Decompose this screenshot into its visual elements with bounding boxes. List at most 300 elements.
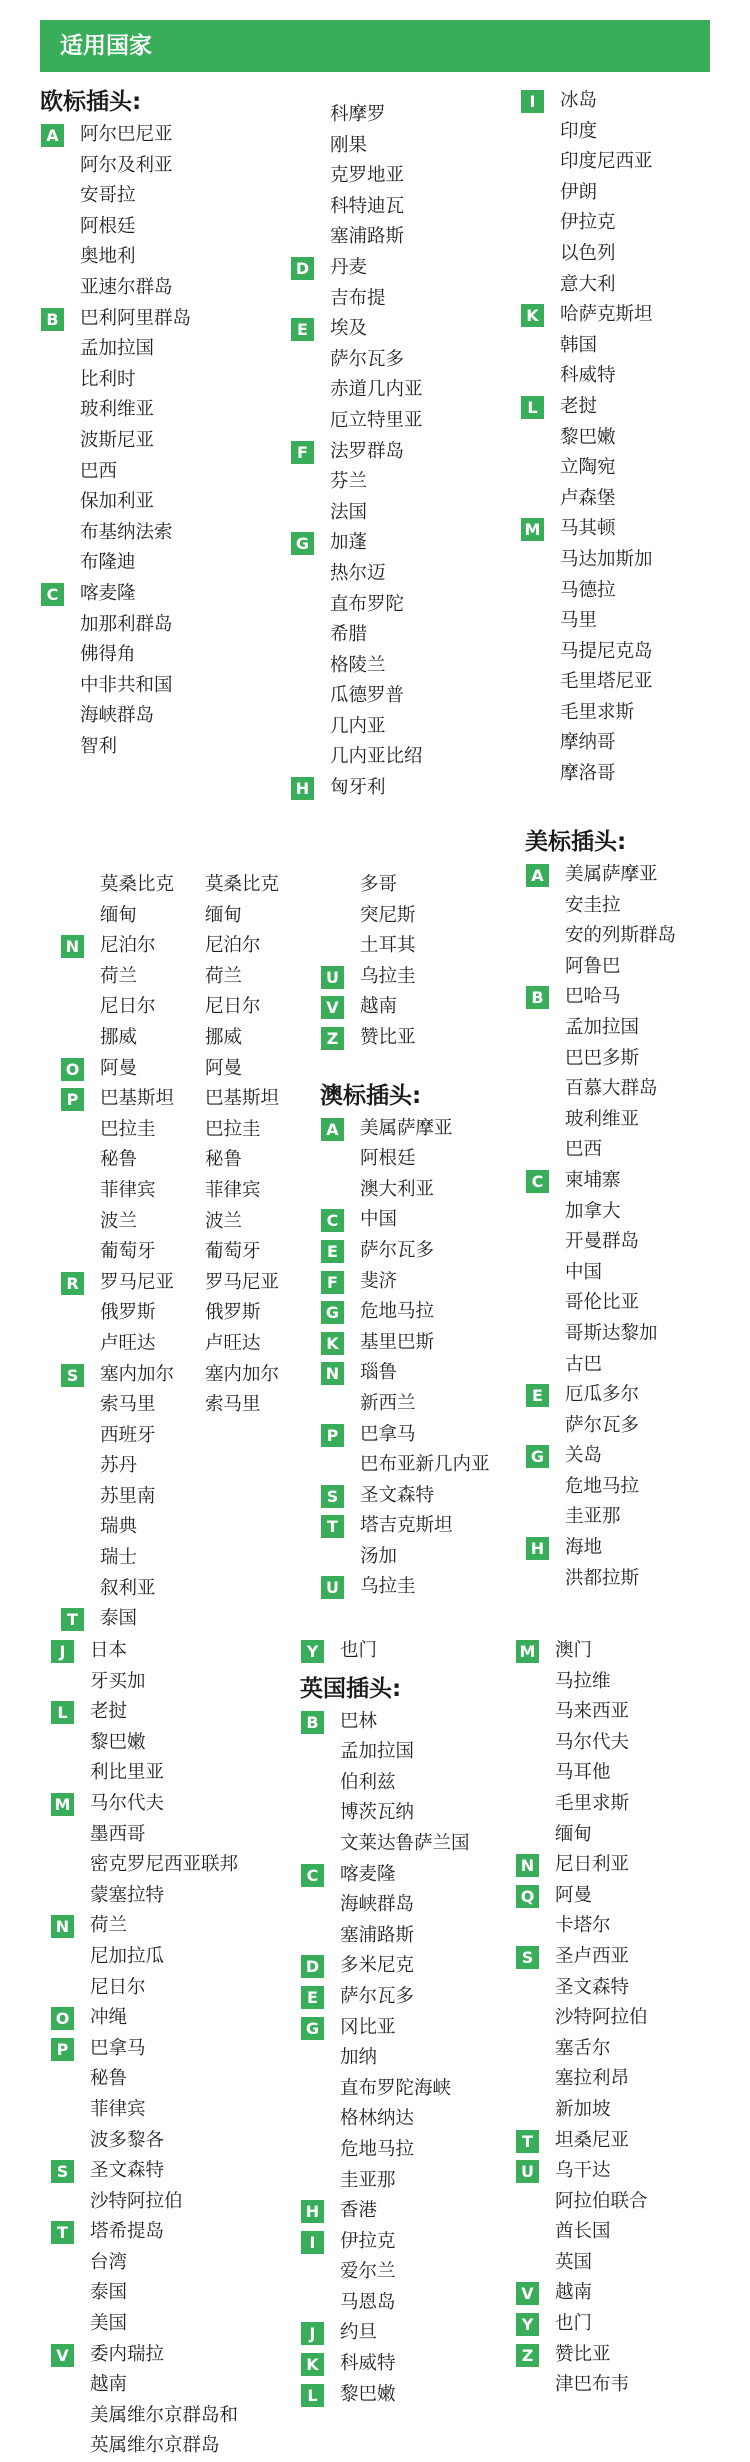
country-name: 安哥拉 [80, 185, 136, 207]
country-name: 新西兰 [360, 1392, 416, 1414]
letter-badge: N [516, 1854, 539, 1877]
country-name: 黎巴嫩 [90, 1731, 146, 1753]
country-item [50, 1881, 290, 1912]
country-item [50, 2187, 290, 2218]
country-name: 马拉维 [555, 1670, 611, 1692]
country-item [520, 576, 750, 607]
country-name: 摩洛哥 [560, 763, 616, 785]
country-name: 冰岛 [560, 90, 598, 111]
letter-badge: A [321, 1118, 344, 1141]
country-item [40, 334, 280, 365]
letter-badge: O [61, 1058, 84, 1081]
country-item [520, 300, 750, 331]
country-name: 巴基斯坦 [205, 1088, 280, 1110]
country-name: 文莱达鲁萨兰国 [340, 1832, 470, 1854]
country-item [515, 1789, 750, 1820]
country-item [40, 395, 280, 426]
country-name: 圣文森特 [360, 1484, 435, 1506]
country-item [290, 192, 530, 223]
country-name: 塔希提岛 [90, 2221, 165, 2243]
country-item [520, 759, 750, 790]
country-name: 比利时 [80, 368, 136, 390]
letter-badge: F [291, 441, 314, 464]
country-name: 危地马拉 [360, 1301, 435, 1323]
country-item [300, 2043, 540, 2074]
country-item [320, 1175, 560, 1206]
letter-badge: M [521, 518, 544, 541]
letter-badge: P [51, 2038, 74, 2061]
country-item [515, 2095, 750, 2126]
country-name: 塞浦路斯 [330, 226, 405, 248]
country-name: 巴林 [340, 1710, 378, 1732]
country-name: 伊拉克 [560, 212, 616, 234]
country-name: 瑙鲁 [360, 1362, 398, 1384]
country-name: 布基纳法索 [80, 521, 173, 543]
country-name: 美属维尔京群岛和 [90, 2404, 239, 2426]
plug-type-heading: 澳标插头: [320, 1082, 422, 1109]
country-name: 孟加拉国 [565, 1016, 640, 1038]
country-item [50, 1973, 290, 2004]
country-name: 荷兰 [205, 965, 243, 987]
country-name: 阿根廷 [80, 215, 136, 237]
letter-badge: B [301, 1711, 324, 1734]
country-item [520, 331, 750, 362]
letter-badge: S [516, 1946, 539, 1969]
country-column [50, 1636, 290, 2462]
country-item [40, 518, 280, 549]
country-name: 沙特阿拉伯 [90, 2190, 183, 2212]
country-name: 喀麦隆 [340, 1863, 396, 1885]
country-name: 阿曼 [100, 1057, 138, 1079]
country-name: 格陵兰 [330, 654, 386, 676]
country-item [300, 1707, 540, 1738]
country-item [515, 1820, 750, 1851]
country-name: 尼日尔 [100, 996, 156, 1018]
country-item [320, 962, 560, 993]
country-name: 阿根廷 [360, 1148, 416, 1170]
country-item [50, 2309, 290, 2340]
country-item [290, 559, 530, 590]
country-name: 波兰 [100, 1210, 138, 1232]
country-item [320, 1267, 560, 1298]
country-name: 卡塔尔 [555, 1915, 611, 1937]
country-name: 巴拿马 [90, 2037, 146, 2059]
letter-badge: S [321, 1485, 344, 1508]
country-name: 古巴 [565, 1353, 603, 1375]
country-column [320, 870, 560, 1603]
country-name: 孟加拉国 [340, 1741, 415, 1763]
country-name: 越南 [360, 996, 398, 1018]
country-name: 赞比亚 [360, 1026, 416, 1048]
country-item [320, 1297, 560, 1328]
country-name: 黎巴嫩 [340, 2383, 396, 2405]
letter-badge: Y [301, 1640, 324, 1663]
country-item [290, 528, 530, 559]
country-name: 卢森堡 [560, 487, 616, 509]
country-name: 英属维尔京群岛 [90, 2435, 220, 2457]
country-name: 斐济 [360, 1270, 398, 1292]
letter-badge: U [321, 1576, 344, 1599]
country-name: 荷兰 [100, 965, 138, 987]
country-name: 瑞士 [100, 1547, 138, 1569]
letter-badge: L [51, 1701, 74, 1724]
country-item [290, 284, 530, 315]
country-name: 挪威 [205, 1026, 243, 1048]
country-item [300, 2013, 540, 2044]
country-item [290, 253, 530, 284]
letter-badge: A [526, 864, 549, 887]
country-name: 玻利维亚 [80, 399, 155, 421]
country-item [290, 437, 530, 468]
letter-badge: P [61, 1088, 84, 1111]
country-name: 布隆迪 [80, 552, 136, 574]
letter-badge: R [61, 1272, 84, 1295]
country-name: 佛得角 [80, 644, 136, 666]
country-name: 博茨瓦纳 [340, 1802, 415, 1824]
country-item [520, 147, 750, 178]
letter-badge: T [61, 1608, 84, 1631]
letter-badge: Z [321, 1027, 344, 1050]
country-item [520, 453, 750, 484]
country-name: 厄立特里亚 [330, 409, 423, 431]
country-column [300, 1636, 540, 2410]
country-item [300, 2318, 540, 2349]
country-item [520, 667, 750, 698]
country-item [290, 131, 530, 162]
country-name: 哥伦比亚 [565, 1292, 640, 1314]
country-item [515, 2217, 750, 2248]
country-name: 热尔迈 [330, 562, 386, 584]
country-item [50, 2401, 290, 2432]
country-item [40, 426, 280, 457]
country-column [520, 86, 750, 790]
country-name: 安的列斯群岛 [565, 925, 677, 947]
country-item [290, 467, 530, 498]
country-name: 马尔代夫 [555, 1731, 630, 1753]
plug-type-heading: 美标插头: [525, 829, 627, 855]
country-name: 台湾 [90, 2251, 128, 2273]
country-name: 丹麦 [330, 256, 368, 278]
country-item [300, 1737, 540, 1768]
country-name: 加拿大 [565, 1200, 621, 1222]
country-name: 哈萨克斯坦 [560, 304, 653, 326]
letter-badge: I [521, 90, 544, 113]
country-item [320, 1450, 560, 1481]
country-name: 冲绳 [90, 2007, 128, 2029]
country-name: 毛里塔尼亚 [560, 671, 653, 693]
country-item [520, 361, 750, 392]
country-name: 澳大利亚 [360, 1178, 435, 1200]
country-name: 海峡群岛 [340, 1894, 415, 1916]
country-name: 海地 [565, 1537, 603, 1559]
country-item [290, 651, 530, 682]
country-name: 科特迪瓦 [330, 195, 405, 217]
country-name: 阿曼 [205, 1057, 243, 1079]
country-name: 格林纳达 [340, 2108, 415, 2130]
country-name: 赤道几内亚 [330, 379, 423, 401]
country-name: 基里巴斯 [360, 1331, 435, 1353]
letter-badge: E [301, 1986, 324, 2009]
country-item [320, 1420, 560, 1451]
country-name: 匈牙利 [330, 777, 386, 799]
country-item [40, 273, 280, 304]
country-name: 塔吉克斯坦 [360, 1515, 453, 1537]
country-name: 利比里亚 [90, 1762, 165, 1784]
country-item [290, 314, 530, 345]
country-name: 喀麦隆 [80, 582, 136, 604]
country-name: 奥地利 [80, 246, 136, 268]
letter-badge: F [321, 1271, 344, 1294]
country-name: 安圭拉 [565, 894, 621, 916]
country-item [320, 1389, 560, 1420]
letter-badge: N [321, 1362, 344, 1385]
country-name: 吉布提 [330, 287, 386, 309]
country-name: 波多黎各 [90, 2129, 165, 2151]
letter-badge: D [291, 257, 314, 280]
country-name: 塞拉利昂 [555, 2068, 630, 2090]
country-item [515, 2064, 750, 2095]
country-item [520, 484, 750, 515]
country-item [40, 151, 280, 182]
country-item [300, 1890, 540, 1921]
country-name: 中国 [565, 1261, 603, 1283]
country-name: 印度尼西亚 [560, 151, 653, 173]
letter-badge: U [516, 2160, 539, 2183]
country-name: 卢旺达 [205, 1332, 261, 1354]
country-item [515, 2340, 750, 2371]
country-name: 瓜德罗普 [330, 685, 405, 707]
letter-badge: C [301, 1864, 324, 1887]
country-name: 尼日尔 [205, 996, 261, 1018]
letter-badge: E [526, 1384, 549, 1407]
country-column [40, 86, 280, 762]
country-item [520, 698, 750, 729]
country-name: 葡萄牙 [100, 1241, 156, 1263]
country-item [300, 2349, 540, 2380]
country-name: 密克罗尼西亚联邦 [90, 1854, 239, 1876]
country-name: 直布罗陀海峡 [340, 2077, 452, 2099]
country-name: 秘鲁 [100, 1149, 138, 1171]
country-name: 巴利阿里群岛 [80, 307, 192, 329]
country-name: 泰国 [90, 2282, 128, 2304]
country-name: 刚果 [330, 134, 368, 156]
country-name: 危地马拉 [340, 2138, 415, 2160]
country-item [515, 1850, 750, 1881]
country-item [290, 406, 530, 437]
country-item [40, 548, 280, 579]
country-name: 阿曼 [555, 1884, 593, 1906]
letter-badge: H [291, 777, 314, 800]
country-name: 汤加 [360, 1545, 398, 1567]
country-name: 意大利 [560, 273, 616, 295]
country-item [60, 1543, 300, 1574]
letter-badge: C [321, 1209, 344, 1232]
country-name: 加纳 [340, 2047, 378, 2069]
country-item [515, 2156, 750, 2187]
country-item [50, 1911, 290, 1942]
letter-badge: G [321, 1301, 344, 1324]
country-name: 加蓬 [330, 532, 368, 554]
country-name: 泰国 [100, 1608, 138, 1630]
country-item [60, 1421, 300, 1452]
country-item [515, 2278, 750, 2309]
country-name: 马耳他 [555, 1762, 611, 1784]
country-name: 越南 [90, 2374, 128, 2396]
country-name: 开曼群岛 [565, 1231, 640, 1253]
country-name: 圣文森特 [90, 2160, 165, 2182]
country-name: 圭亚那 [565, 1506, 621, 1528]
country-name: 约旦 [340, 2322, 378, 2344]
country-name: 老挝 [90, 1701, 128, 1723]
country-item [290, 161, 530, 192]
country-name: 土耳其 [360, 935, 416, 957]
country-name: 圣文森特 [555, 1976, 630, 1998]
letter-badge: T [321, 1515, 344, 1538]
country-name: 巴布亚新几内亚 [360, 1454, 490, 1476]
country-name: 苏里南 [100, 1485, 156, 1507]
country-name: 莫桑比克 [205, 874, 280, 895]
country-item [320, 901, 560, 932]
country-item [300, 1798, 540, 1829]
country-item [40, 640, 280, 671]
country-item [520, 545, 750, 576]
country-name: 黎巴嫩 [560, 426, 616, 448]
letter-badge: V [51, 2344, 74, 2367]
letter-badge: K [521, 304, 544, 327]
plug-type-heading: 英国插头: [300, 1675, 402, 1702]
country-name: 科威特 [340, 2353, 396, 2375]
country-name: 百慕大群岛 [565, 1078, 658, 1100]
country-name: 罗马尼亚 [100, 1271, 175, 1293]
letter-badge: V [321, 996, 344, 1019]
country-item [40, 457, 280, 488]
country-name: 津巴布韦 [555, 2374, 630, 2396]
letter-badge: H [301, 2200, 324, 2223]
country-item [50, 2003, 290, 2034]
country-name: 科摩罗 [330, 104, 386, 125]
country-name: 缅甸 [205, 904, 243, 926]
country-item [520, 392, 750, 423]
country-name: 希腊 [330, 624, 368, 646]
letter-badge: E [291, 318, 314, 341]
letter-badge: I [301, 2231, 324, 2254]
plug-type-heading: 欧标插头: [40, 89, 142, 115]
country-name: 法国 [330, 501, 368, 523]
letter-badge: C [526, 1170, 549, 1193]
country-item [320, 1114, 560, 1145]
country-name: 巴西 [80, 460, 118, 482]
country-name: 尼日尔 [90, 1976, 146, 1998]
country-name: 菲律宾 [90, 2098, 146, 2120]
country-item [300, 1951, 540, 1982]
country-item [50, 2431, 290, 2462]
country-item [50, 2248, 290, 2279]
country-name: 塞内加尔 [100, 1363, 175, 1385]
country-name: 也门 [340, 1640, 378, 1661]
country-item [320, 1358, 560, 1389]
country-name: 塞舌尔 [555, 2037, 611, 2059]
country-name: 巴西 [565, 1139, 603, 1161]
country-item [520, 86, 750, 117]
country-item [40, 212, 280, 243]
country-name: 叙利亚 [100, 1577, 156, 1599]
country-item [300, 1768, 540, 1799]
country-name: 直布罗陀 [330, 593, 405, 615]
country-item [290, 712, 530, 743]
country-name: 亚速尔群岛 [80, 276, 173, 298]
country-item [290, 100, 530, 131]
country-name: 哥斯达黎加 [565, 1322, 658, 1344]
letter-badge: P [321, 1424, 344, 1447]
country-item [290, 620, 530, 651]
country-name: 马来西亚 [555, 1701, 630, 1723]
country-name: 冈比亚 [340, 2016, 396, 2038]
country-name: 中国 [360, 1209, 398, 1231]
country-name: 波斯尼亚 [80, 429, 155, 451]
country-name: 马里 [560, 610, 598, 632]
country-name: 伯利兹 [340, 1771, 396, 1793]
letter-badge: Q [516, 1885, 539, 1908]
country-item [520, 514, 750, 545]
country-name: 莫桑比克 [100, 874, 175, 895]
country-name: 马提尼克岛 [560, 640, 653, 662]
country-item [520, 423, 750, 454]
country-name: 沙特阿拉伯 [555, 2007, 648, 2029]
country-item [290, 681, 530, 712]
country-item [50, 2095, 290, 2126]
letter-badge: G [526, 1445, 549, 1468]
country-name: 洪都拉斯 [565, 1567, 640, 1589]
letter-badge: V [516, 2282, 539, 2305]
country-item [50, 1697, 290, 1728]
country-name: 印度 [560, 120, 598, 142]
country-name: 尼泊尔 [100, 935, 156, 957]
country-name: 摩纳哥 [560, 732, 616, 754]
country-name: 缅甸 [555, 1823, 593, 1845]
letter-badge: L [521, 396, 544, 419]
country-item [300, 1982, 540, 2013]
country-name: 索马里 [100, 1394, 156, 1416]
letter-badge: M [51, 1793, 74, 1816]
country-name: 智利 [80, 735, 118, 757]
country-item [50, 2126, 290, 2157]
letter-badge: N [51, 1915, 74, 1938]
country-name: 中非共和国 [80, 674, 173, 696]
country-name: 索马里 [205, 1394, 261, 1416]
letter-badge: L [301, 2384, 324, 2407]
country-item [515, 2248, 750, 2279]
country-name: 圣卢西亚 [555, 1945, 630, 1967]
country-item [515, 2309, 750, 2340]
letter-badge: N [61, 935, 84, 958]
country-name: 芬兰 [330, 471, 368, 493]
country-item [40, 181, 280, 212]
country-name: 马其顿 [560, 518, 616, 540]
country-name: 关岛 [565, 1445, 603, 1467]
country-name: 阿鲁巴 [565, 955, 621, 977]
country-name: 柬埔寨 [565, 1169, 621, 1191]
letter-badge: T [51, 2221, 74, 2244]
country-item [520, 239, 750, 270]
country-item [50, 1728, 290, 1759]
country-name: 克罗地亚 [330, 165, 405, 187]
country-item [520, 728, 750, 759]
country-name: 美属萨摩亚 [360, 1117, 453, 1139]
country-item [50, 2156, 290, 2187]
country-item [40, 365, 280, 396]
country-item [520, 178, 750, 209]
letter-badge: C [41, 583, 64, 606]
